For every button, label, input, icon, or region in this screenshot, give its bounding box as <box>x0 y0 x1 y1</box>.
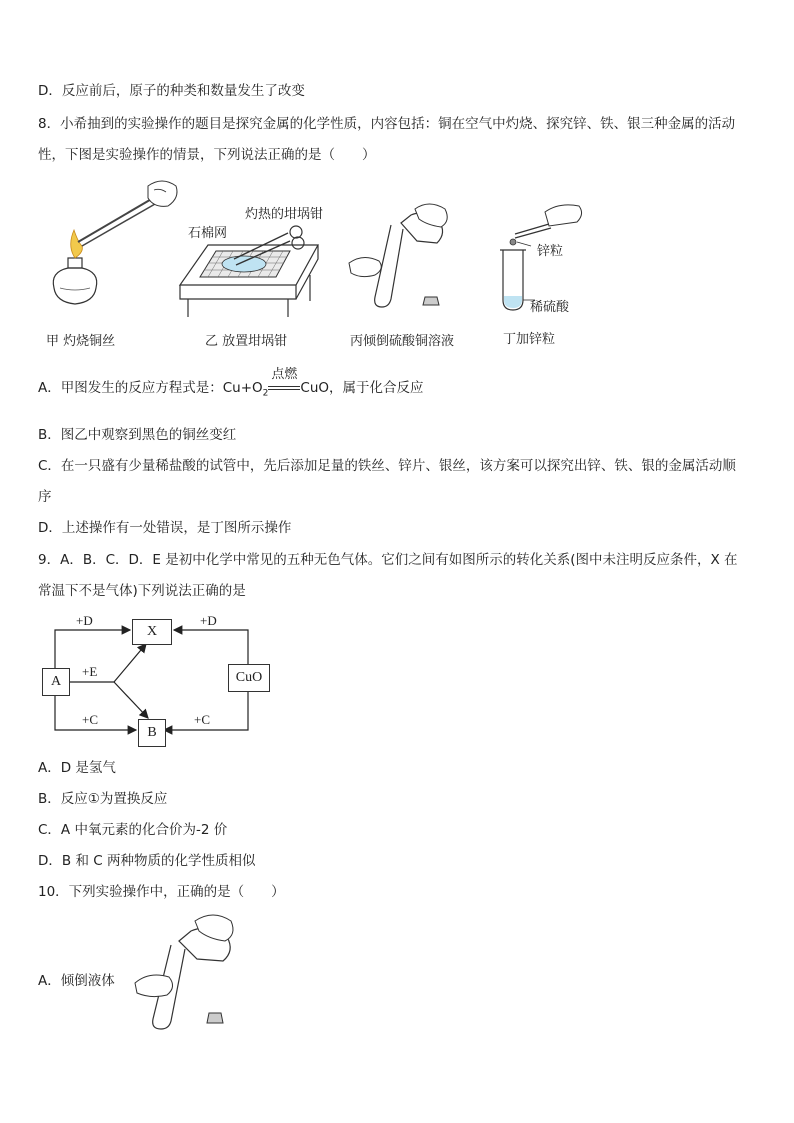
q9-option-b: B．反应①为置换反应 <box>38 791 168 807</box>
prev-question-option-d: D．反应前后，原子的种类和数量发生了改变 <box>38 83 305 99</box>
q8-option-a <box>38 367 424 404</box>
diagram-box-b: B <box>138 719 166 747</box>
diagram-box-cuo: CuO <box>228 664 270 692</box>
figure-jia-caption: 甲 灼烧铜丝 <box>46 334 116 349</box>
q8-stem-line2: 性，下图是实验操作的情景，下列说法正确的是（ ） <box>38 147 376 163</box>
q10-stem: 10．下列实验操作中，正确的是（ ） <box>38 884 285 900</box>
q8-option-a-text-2: CuO，属于化合反应 <box>300 380 424 396</box>
q9-stem-line2: 常温下不是气体)下列说法正确的是 <box>38 583 246 599</box>
diagram-box-a: A <box>42 668 70 696</box>
q8-option-a-subscript: 2 <box>262 388 269 399</box>
q8-option-c-line1: C．在一只盛有少量稀盐酸的试管中，先后添加足量的铁丝、锌片、银丝，该方案可以探究出锌、铁、银的金属活动顺 <box>38 458 736 474</box>
reaction-condition-arrow <box>268 367 300 395</box>
label-zinc-granule: 锌粒 <box>537 244 564 259</box>
q9-option-c: C．A 中氧元素的化合价为-2 价 <box>38 822 228 838</box>
reaction-condition-text: 点燃 <box>271 367 298 382</box>
figure-ding-caption: 丁加锌粒 <box>503 332 556 347</box>
q9-option-a: A．D 是氢气 <box>38 760 116 776</box>
q8-option-c-line2: 序 <box>38 489 52 505</box>
q9-option-d: D．B 和 C 两种物质的化学性质相似 <box>38 853 256 869</box>
diagram-label-a-to-x: +D <box>76 613 93 628</box>
q10-figure-pouring-liquid <box>135 915 245 1030</box>
diagram-label-cuo-to-x: +D <box>200 613 217 628</box>
q8-option-b: B．图乙中观察到黑色的铜丝变红 <box>38 427 237 443</box>
label-dilute-sulfuric-acid: 稀硫酸 <box>530 300 570 315</box>
diagram-label-cuo-to-b: +C <box>194 712 211 727</box>
diagram-label-a-e: +E <box>82 664 98 679</box>
diagram-label-a-to-b: +C <box>82 712 99 727</box>
figure-yi-caption: 乙 放置坩埚钳 <box>205 334 288 349</box>
figure-bing-pouring-liquid <box>345 205 455 315</box>
figure-bing-caption: 丙倾倒硫酸铜溶液 <box>350 334 455 349</box>
q8-option-d: D．上述操作有一处错误，是丁图所示操作 <box>38 520 292 536</box>
q8-stem-line1: 8．小希抽到的实验操作的题目是探究金属的化学性质，内容包括：铜在空气中灼烧、探究锌、铁、银三种金属的活动 <box>38 116 736 132</box>
q9-stem-line1: 9．A．B．C．D．E 是初中化学中常见的五种无色气体。它们之间有如图所示的转化关系(图中未注明反应条件，X 在 <box>38 552 738 568</box>
diagram-box-x: X <box>132 619 172 645</box>
figure-jia-alcohol-lamp <box>40 180 180 320</box>
q10-option-a: A．倾倒液体 <box>38 973 115 989</box>
q8-option-a-text: A．甲图发生的反应方程式是：Cu+O <box>38 380 263 396</box>
label-hot-crucible-tongs: 灼热的坩埚钳 <box>245 207 324 222</box>
label-asbestos-gauze: 石棉网 <box>188 226 228 241</box>
